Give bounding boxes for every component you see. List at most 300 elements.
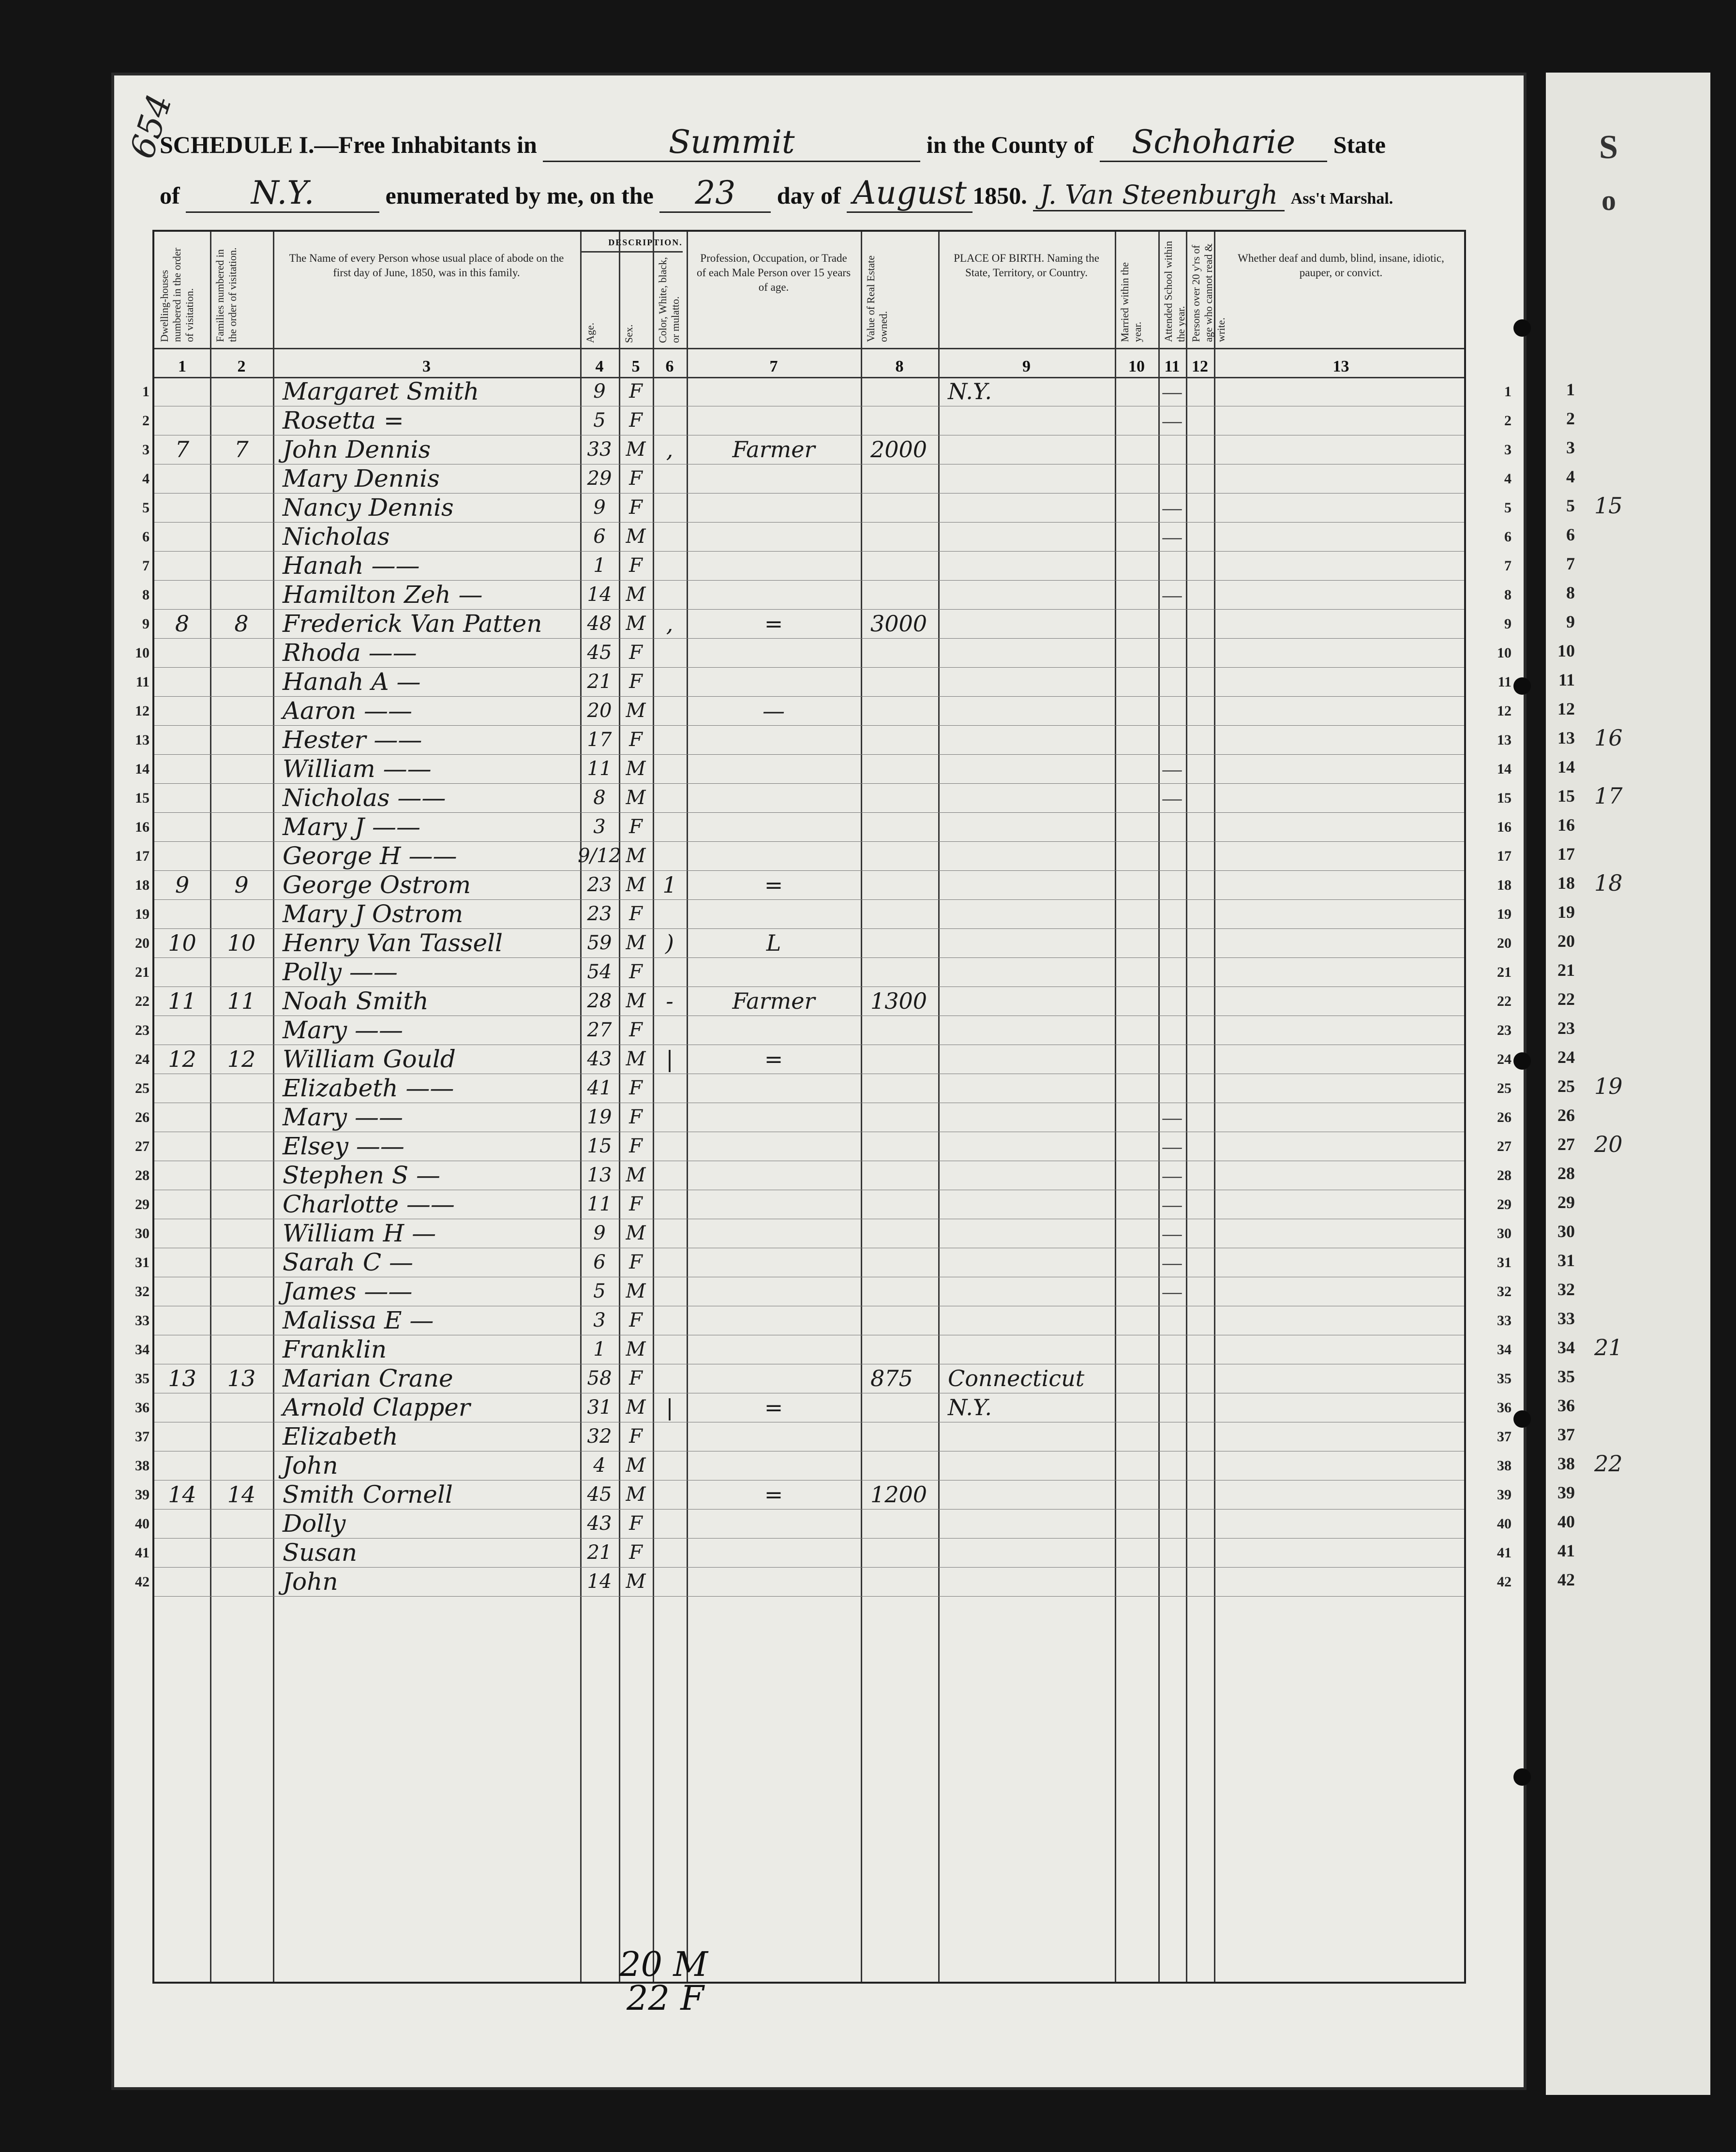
- cell-birthplace: [948, 725, 1115, 754]
- cell-color: [653, 1248, 687, 1277]
- cell-age: 15: [587, 1135, 612, 1157]
- cell-name: Polly ——: [283, 958, 398, 986]
- adjacent-page-row: [1546, 578, 1710, 607]
- cell-sex: F: [629, 409, 643, 432]
- cell-name: John: [283, 1451, 338, 1480]
- footer-tally-note: 20 M 22 F: [619, 1944, 708, 2018]
- cell-name: Hester ——: [283, 726, 422, 754]
- line-number: 39: [135, 1487, 150, 1503]
- county-label: in the County of: [926, 131, 1094, 158]
- adjacent-page-row: [1546, 781, 1710, 810]
- cell-occupation: [687, 638, 861, 667]
- cell-color: [653, 1219, 687, 1248]
- cell-name: Nicholas ——: [283, 784, 446, 812]
- cell-name: Smith Cornell: [283, 1480, 453, 1509]
- cell-occupation: [687, 899, 861, 928]
- cell-age: 54: [587, 961, 612, 983]
- table-row: [154, 464, 1464, 493]
- cell-name: Nancy Dennis: [283, 493, 454, 522]
- table-row: [154, 754, 1464, 783]
- cell-family: [210, 1277, 273, 1306]
- cell-value: [870, 667, 938, 696]
- cell-occupation: —: [763, 698, 785, 724]
- cell-color: [653, 1306, 687, 1335]
- table-row: [154, 1509, 1464, 1538]
- cell-color: [653, 1074, 687, 1103]
- line-number: 34: [1497, 1342, 1512, 1358]
- cell-color: [653, 667, 687, 696]
- cell-value: [870, 1277, 938, 1306]
- cell-dwelling: 7: [175, 436, 190, 463]
- cell-age: 43: [587, 1048, 612, 1070]
- line-number: 35: [1497, 1371, 1512, 1387]
- line-number: 14: [135, 761, 150, 777]
- cell-birthplace: [948, 870, 1115, 899]
- cell-name: Elizabeth: [283, 1422, 398, 1450]
- cell-dwelling: [154, 725, 210, 754]
- cell-school: [1158, 1074, 1186, 1103]
- cell-school: —: [1162, 1222, 1182, 1244]
- cell-birthplace: [948, 841, 1115, 870]
- column-number-13: 13: [1332, 358, 1349, 375]
- cell-dwelling: 9: [175, 872, 190, 898]
- adjacent-line-number: 40: [1557, 1512, 1575, 1531]
- schedule-header-line1: [160, 123, 1386, 162]
- adjacent-page-row: [1546, 810, 1710, 839]
- table-row: [154, 1364, 1464, 1393]
- cell-color: [653, 696, 687, 725]
- cell-sex: M: [626, 1164, 646, 1186]
- cell-occupation: Farmer: [732, 436, 815, 463]
- cell-school: [1158, 464, 1186, 493]
- cell-name: Charlotte ——: [283, 1190, 455, 1218]
- description-group-label: DESCRIPTION.: [608, 238, 683, 247]
- cell-dwelling: [154, 841, 210, 870]
- cell-name: John Dennis: [283, 435, 431, 463]
- day-field: 23: [659, 174, 771, 213]
- cell-dwelling: [154, 464, 210, 493]
- cell-occupation: [687, 812, 861, 841]
- cell-age: 1: [593, 554, 606, 577]
- cell-family: [210, 406, 273, 435]
- cell-age: 14: [587, 583, 612, 606]
- adjacent-line-number: 36: [1557, 1396, 1575, 1415]
- cell-occupation: [687, 1306, 861, 1335]
- row-rule: [154, 1596, 1464, 1597]
- cell-family: [210, 1335, 273, 1364]
- cell-name: Dolly: [283, 1509, 346, 1538]
- column-heading-10: Married within the year.: [1119, 262, 1143, 342]
- adjacent-page-row: [1546, 956, 1710, 985]
- cell-dwelling: 10: [168, 930, 196, 956]
- cell-age: 11: [587, 1193, 612, 1215]
- cell-sex: M: [626, 1483, 646, 1506]
- cell-school: [1158, 609, 1186, 638]
- cell-occupation: [687, 957, 861, 986]
- column-number-4: 4: [595, 358, 604, 375]
- cell-color: [653, 464, 687, 493]
- cell-age: 23: [587, 874, 612, 896]
- column-number-10: 10: [1128, 358, 1145, 375]
- cell-sex: F: [629, 961, 643, 983]
- adjacent-page-row: [1546, 1130, 1710, 1159]
- cell-dwelling: 12: [168, 1046, 196, 1072]
- cell-family: [210, 725, 273, 754]
- cell-birthplace: [948, 1016, 1115, 1045]
- adjacent-line-number: 41: [1557, 1541, 1575, 1560]
- cell-sex: F: [629, 642, 643, 664]
- cell-value: [870, 1016, 938, 1045]
- binding-hole: [1513, 1768, 1531, 1786]
- cell-color: ): [665, 930, 674, 956]
- table-row: [154, 841, 1464, 870]
- description-rule: [580, 251, 683, 253]
- line-number: 42: [1497, 1574, 1512, 1590]
- cell-dwelling: [154, 754, 210, 783]
- cell-name: William Gould: [283, 1045, 456, 1073]
- cell-school: [1158, 899, 1186, 928]
- line-number: 25: [135, 1080, 150, 1096]
- adjacent-handwritten-tally: 15: [1594, 493, 1623, 519]
- cell-color: [653, 406, 687, 435]
- cell-family: [210, 667, 273, 696]
- cell-occupation: =: [764, 1394, 783, 1420]
- cell-school: —: [1162, 496, 1182, 519]
- line-number: 1: [1504, 384, 1512, 400]
- cell-value: 2000: [870, 436, 928, 463]
- cell-birthplace: [948, 1074, 1115, 1103]
- cell-occupation: [687, 1451, 861, 1480]
- cell-sex: M: [626, 1048, 646, 1070]
- adjacent-line-number: 31: [1557, 1251, 1575, 1270]
- cell-name: Mary J ——: [283, 813, 420, 841]
- line-number: 39: [1497, 1487, 1512, 1503]
- cell-value: [870, 493, 938, 522]
- line-number: 16: [135, 819, 150, 835]
- cell-occupation: [687, 1538, 861, 1567]
- cell-value: [870, 957, 938, 986]
- cell-family: [210, 493, 273, 522]
- cell-color: [653, 1103, 687, 1132]
- line-number: 13: [1497, 732, 1512, 748]
- cell-name: Mary J Ostrom: [283, 900, 464, 928]
- cell-sex: M: [626, 1454, 646, 1477]
- cell-color: ,: [666, 611, 673, 637]
- cell-sex: F: [629, 1077, 643, 1099]
- cell-occupation: [687, 1016, 861, 1045]
- adjacent-line-number: 38: [1557, 1454, 1575, 1473]
- cell-color: [653, 580, 687, 609]
- cell-color: [653, 783, 687, 812]
- cell-school: [1158, 1422, 1186, 1451]
- adjacent-page-row: [1546, 1101, 1710, 1130]
- column-heading-4: Age.: [584, 322, 596, 343]
- cell-name: Hamilton Zeh —: [283, 581, 483, 609]
- cell-school: —: [1162, 525, 1182, 548]
- cell-family: [210, 841, 273, 870]
- line-number: 26: [1497, 1109, 1512, 1125]
- column-number-1: 1: [178, 358, 186, 375]
- cell-occupation: [687, 522, 861, 551]
- cell-family: [210, 783, 273, 812]
- line-number: 22: [135, 993, 150, 1009]
- cell-dwelling: [154, 1335, 210, 1364]
- cell-name: Noah Smith: [283, 987, 429, 1015]
- cell-sex: F: [629, 467, 643, 490]
- cell-school: [1158, 1016, 1186, 1045]
- adjacent-page-row: [1546, 1159, 1710, 1188]
- cell-color: |: [666, 1046, 673, 1072]
- line-number: 30: [1497, 1225, 1512, 1241]
- cell-value: [870, 870, 938, 899]
- cell-birthplace: [948, 1161, 1115, 1190]
- table-row: [154, 377, 1464, 406]
- cell-dwelling: [154, 1538, 210, 1567]
- adjacent-page-row: [1546, 723, 1710, 752]
- cell-sex: F: [629, 903, 643, 925]
- cell-value: [870, 1335, 938, 1364]
- adjacent-line-number: 4: [1566, 467, 1575, 486]
- cell-value: [870, 1567, 938, 1596]
- line-number: 31: [1497, 1255, 1512, 1270]
- cell-name: Rhoda ——: [283, 639, 417, 667]
- adjacent-line-number: 27: [1557, 1135, 1575, 1154]
- cell-school: [1158, 1538, 1186, 1567]
- cell-value: [870, 1074, 938, 1103]
- cell-value: [870, 1538, 938, 1567]
- cell-birthplace: [948, 580, 1115, 609]
- adjacent-page-row: [1546, 1391, 1710, 1420]
- cell-age: 5: [593, 409, 606, 432]
- cell-sex: M: [626, 932, 646, 954]
- cell-value: [870, 1132, 938, 1161]
- cell-occupation: [687, 1248, 861, 1277]
- adjacent-page-row: [1546, 1362, 1710, 1391]
- line-number: 24: [1497, 1051, 1512, 1067]
- adjacent-page-row: [1546, 985, 1710, 1014]
- cell-birthplace: [948, 667, 1115, 696]
- cell-name: Mary ——: [283, 1016, 404, 1044]
- line-number: 19: [1497, 906, 1512, 922]
- cell-school: [1158, 725, 1186, 754]
- table-row: [154, 1045, 1464, 1074]
- cell-value: [870, 522, 938, 551]
- cell-age: 9: [593, 380, 606, 403]
- table-row: [154, 957, 1464, 986]
- cell-birthplace: [948, 435, 1115, 464]
- adjacent-line-number: 5: [1566, 496, 1575, 515]
- cell-family: 7: [234, 436, 249, 463]
- adjacent-line-number: 26: [1557, 1106, 1575, 1125]
- line-number: 17: [1497, 848, 1512, 864]
- cell-dwelling: [154, 377, 210, 406]
- cell-occupation: [687, 493, 861, 522]
- cell-age: 8: [593, 787, 606, 809]
- cell-family: 14: [227, 1481, 256, 1508]
- cell-color: ,: [666, 436, 673, 463]
- cell-sex: F: [629, 496, 643, 519]
- cell-birthplace: [948, 406, 1115, 435]
- adjacent-page-row: [1546, 868, 1710, 897]
- cell-birthplace: [948, 551, 1115, 580]
- cell-school: [1158, 551, 1186, 580]
- cell-dwelling: [154, 696, 210, 725]
- cell-dwelling: [154, 1306, 210, 1335]
- cell-age: 1: [593, 1338, 606, 1360]
- cell-value: [870, 754, 938, 783]
- table-row: [154, 1393, 1464, 1422]
- cell-occupation: L: [766, 930, 781, 956]
- line-number: 26: [135, 1109, 150, 1125]
- cell-birthplace: [948, 638, 1115, 667]
- table-row: [154, 1074, 1464, 1103]
- cell-value: [870, 406, 938, 435]
- adjacent-line-number: 33: [1557, 1309, 1575, 1328]
- cell-age: 14: [587, 1570, 612, 1593]
- cell-occupation: [687, 1132, 861, 1161]
- cell-name: Elizabeth ——: [283, 1074, 454, 1102]
- column-heading-8: Value of Real Estate owned.: [865, 255, 889, 342]
- cell-color: [653, 493, 687, 522]
- adjacent-handwritten-tally: 19: [1594, 1073, 1623, 1099]
- town-field: Summit: [543, 123, 920, 162]
- cell-name: Sarah C —: [283, 1248, 414, 1276]
- cell-age: 4: [593, 1454, 606, 1477]
- cell-dwelling: 14: [168, 1481, 196, 1508]
- cell-school: —: [1162, 1135, 1182, 1157]
- cell-school: —: [1162, 1193, 1182, 1215]
- line-number: 9: [142, 616, 150, 632]
- cell-family: [210, 812, 273, 841]
- corner-page-number: 654: [122, 89, 180, 164]
- line-number: 2: [1504, 413, 1512, 429]
- line-number: 24: [135, 1051, 150, 1067]
- cell-name: Arnold Clapper: [283, 1393, 470, 1421]
- cell-dwelling: [154, 1567, 210, 1596]
- line-number: 35: [135, 1371, 150, 1387]
- cell-age: 6: [593, 525, 606, 548]
- cell-school: [1158, 1364, 1186, 1393]
- cell-dwelling: [154, 493, 210, 522]
- table-row: [154, 1422, 1464, 1451]
- table-row: [154, 1219, 1464, 1248]
- adjacent-line-number: 29: [1557, 1193, 1575, 1212]
- cell-age: 27: [587, 1019, 612, 1041]
- adjacent-line-number: 32: [1557, 1280, 1575, 1299]
- state-label: State: [1333, 131, 1386, 158]
- cell-name: John: [283, 1568, 338, 1596]
- adjacent-page-row: [1546, 636, 1710, 665]
- cell-sex: F: [629, 1019, 643, 1041]
- cell-family: 8: [234, 611, 249, 637]
- cell-birthplace: [948, 1277, 1115, 1306]
- binding-hole: [1513, 319, 1531, 337]
- cell-sex: M: [626, 1222, 646, 1244]
- adjacent-page-row: [1546, 1333, 1710, 1362]
- cell-value: [870, 1190, 938, 1219]
- cell-age: 19: [587, 1106, 612, 1128]
- cell-dwelling: [154, 1161, 210, 1190]
- line-number: 13: [135, 732, 150, 748]
- cell-occupation: [687, 1103, 861, 1132]
- adjacent-page-row: [1546, 1014, 1710, 1043]
- cell-color: [653, 1277, 687, 1306]
- cell-color: [653, 1190, 687, 1219]
- line-number: 34: [135, 1342, 150, 1358]
- adjacent-page-o-glyph: o: [1601, 184, 1616, 216]
- cell-occupation: [687, 754, 861, 783]
- line-number: 8: [142, 587, 150, 603]
- column-number-7: 7: [769, 358, 778, 375]
- line-number: 11: [135, 674, 150, 690]
- column-number-2: 2: [237, 358, 246, 375]
- adjacent-line-number: 20: [1557, 931, 1575, 951]
- adjacent-line-number: 1: [1566, 380, 1575, 399]
- adjacent-page-row: [1546, 839, 1710, 868]
- adjacent-page-row: [1546, 752, 1710, 781]
- cell-birthplace: [948, 783, 1115, 812]
- cell-color: [653, 377, 687, 406]
- line-number: 10: [1497, 645, 1512, 661]
- cell-school: [1158, 1567, 1186, 1596]
- binding-hole: [1513, 677, 1531, 695]
- cell-birthplace: [948, 812, 1115, 841]
- cell-name: Mary Dennis: [283, 464, 440, 493]
- cell-dwelling: [154, 522, 210, 551]
- line-number: 29: [135, 1196, 150, 1212]
- line-number: 32: [135, 1284, 150, 1300]
- column-heading-12: Persons over 20 y'rs of age who cannot read & write.: [1190, 243, 1227, 342]
- cell-dwelling: [154, 1509, 210, 1538]
- adjacent-line-number: 34: [1557, 1338, 1575, 1357]
- cell-family: [210, 1306, 273, 1335]
- line-number: 23: [1497, 1022, 1512, 1038]
- table-row: [154, 1335, 1464, 1364]
- cell-sex: F: [629, 1251, 643, 1273]
- cell-occupation: [687, 580, 861, 609]
- cell-color: [653, 812, 687, 841]
- cell-family: [210, 1451, 273, 1480]
- enumerated-label: enumerated by me, on the: [385, 182, 654, 209]
- cell-birthplace: [948, 493, 1115, 522]
- cell-occupation: [687, 1219, 861, 1248]
- cell-occupation: [687, 1335, 861, 1364]
- cell-name: Hanah ——: [283, 552, 420, 580]
- line-number: 38: [1497, 1458, 1512, 1474]
- adjacent-page-row: [1546, 1478, 1710, 1507]
- column-number-8: 8: [895, 358, 904, 375]
- adjacent-line-number: 42: [1557, 1570, 1575, 1589]
- adjacent-page-row: [1546, 1449, 1710, 1478]
- cell-sex: M: [626, 874, 646, 896]
- adjacent-page-row: [1546, 665, 1710, 694]
- cell-occupation: [687, 551, 861, 580]
- cell-color: [653, 725, 687, 754]
- table-row: [154, 609, 1464, 638]
- adjacent-page-row: [1546, 404, 1710, 433]
- line-number: 20: [135, 935, 150, 951]
- cell-birthplace: [948, 1132, 1115, 1161]
- table-row: [154, 696, 1464, 725]
- column-heading-1: Dwelling-houses numbered in the order of visitation.: [158, 248, 195, 342]
- cell-age: 6: [593, 1251, 606, 1273]
- adjacent-page-row: [1546, 462, 1710, 491]
- line-number: 27: [1497, 1138, 1512, 1154]
- adjacent-page-row: [1546, 1246, 1710, 1275]
- adjacent-line-number: 35: [1557, 1367, 1575, 1386]
- cell-sex: M: [626, 1396, 646, 1419]
- adjacent-page-row: [1546, 897, 1710, 927]
